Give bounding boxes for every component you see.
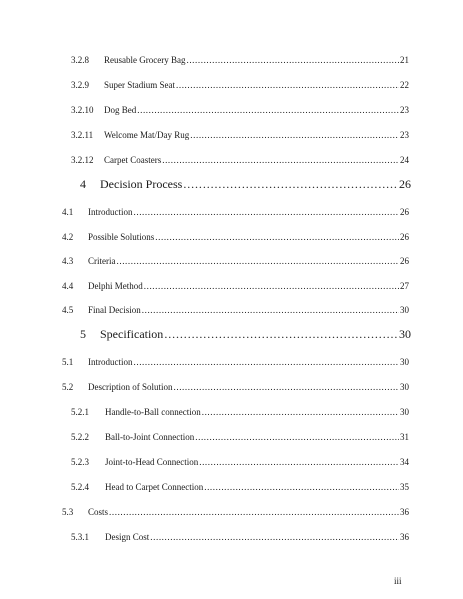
page-number: 36 (400, 507, 409, 517)
section-number: 5.3 (62, 507, 74, 517)
page-number: 36 (400, 532, 409, 542)
toc-entry[interactable] (71, 481, 409, 493)
dot-leader (134, 206, 400, 218)
page-number: 23 (400, 130, 409, 140)
section-title: Final Decision (88, 305, 141, 315)
section-number: 3.2.8 (71, 55, 89, 65)
chapter-title: Decision Process (100, 177, 183, 191)
section-title: Reusable Grocery Bag (104, 55, 186, 65)
section-title: Dog Bed (104, 105, 137, 115)
section-title: Design Cost (105, 532, 150, 542)
toc-entry[interactable] (71, 104, 409, 116)
page-number: 30 (399, 327, 411, 341)
dot-leader (155, 231, 399, 243)
page-number: 30 (400, 382, 409, 392)
section-number: 4.5 (62, 305, 74, 315)
page-number: 27 (400, 281, 409, 291)
section-number: 3.2.10 (71, 105, 94, 115)
toc-entry[interactable] (71, 154, 409, 166)
toc-entry[interactable] (62, 304, 409, 316)
section-number: 5.2.1 (71, 407, 89, 417)
page-number: 21 (400, 55, 409, 65)
section-title: Handle-to-Ball connection (105, 407, 201, 417)
dot-leader (176, 79, 399, 91)
section-title: Possible Solutions (88, 232, 155, 242)
page-footer-number: iii (394, 576, 402, 586)
section-number: 3.2.12 (71, 155, 94, 165)
section-title: Welcome Mat/Day Rug (104, 130, 190, 140)
toc-chapter-entry[interactable] (80, 177, 411, 192)
dot-leader (190, 129, 399, 141)
dot-leader (204, 481, 399, 493)
section-number: 4.4 (62, 281, 74, 291)
dot-leader (164, 327, 398, 342)
page-number: 34 (400, 457, 409, 467)
page-number: 30 (400, 305, 409, 315)
dot-leader (195, 431, 399, 443)
dot-leader (186, 54, 399, 66)
section-number: 5.2 (62, 382, 74, 392)
toc-entry[interactable] (71, 431, 409, 443)
dot-leader (199, 456, 399, 468)
section-title: Description of Solution (88, 382, 173, 392)
section-title: Joint-to-Head Connection (105, 457, 199, 467)
dot-leader (117, 255, 400, 267)
dot-leader (142, 304, 399, 316)
page-number: 30 (400, 407, 409, 417)
section-title: Ball-to-Joint Connection (105, 432, 195, 442)
section-title: Introduction (88, 357, 133, 367)
chapter-title: Specification (100, 327, 164, 341)
section-number: 5.2.3 (71, 457, 89, 467)
section-number: 3.2.11 (71, 130, 94, 140)
section-title: Super Stadium Seat (104, 80, 175, 90)
chapter-number: 4 (80, 177, 86, 191)
chapter-number: 5 (80, 327, 86, 341)
dot-leader (150, 531, 399, 543)
page-number: 24 (400, 155, 409, 165)
toc-entry[interactable] (62, 231, 409, 243)
toc-entry[interactable] (71, 54, 409, 66)
toc-entry[interactable] (71, 129, 409, 141)
toc-entry[interactable] (62, 255, 409, 267)
toc-chapter-entry[interactable] (80, 327, 411, 342)
section-number: 4.3 (62, 256, 74, 266)
section-number: 3.2.9 (71, 80, 89, 90)
toc-entry[interactable] (62, 506, 409, 518)
toc-entry[interactable] (62, 381, 409, 393)
section-number: 5.2.2 (71, 432, 89, 442)
page-number: 30 (400, 357, 409, 367)
section-number: 5.2.4 (71, 482, 89, 492)
section-number: 4.1 (62, 207, 74, 217)
toc-entry[interactable] (62, 280, 409, 292)
section-title: Head to Carpet Connection (105, 482, 204, 492)
section-title: Introduction (88, 207, 133, 217)
dot-leader (137, 104, 399, 116)
page-number: 26 (400, 256, 409, 266)
section-title: Criteria (88, 256, 116, 266)
dot-leader (183, 177, 398, 192)
toc-entry[interactable] (62, 206, 409, 218)
page-number: 26 (400, 232, 409, 242)
section-number: 4.2 (62, 232, 74, 242)
toc-entry[interactable] (71, 531, 409, 543)
page-number: 26 (400, 207, 409, 217)
section-number: 5.3.1 (71, 532, 89, 542)
page-number: 26 (399, 177, 411, 191)
dot-leader (174, 381, 400, 393)
dot-leader (144, 280, 399, 292)
dot-leader (162, 154, 399, 166)
dot-leader (109, 506, 399, 518)
page-number: 35 (400, 482, 409, 492)
toc-entry[interactable] (71, 406, 409, 418)
section-title: Costs (88, 507, 109, 517)
section-title: Carpet Coasters (104, 155, 162, 165)
page-number: 22 (400, 80, 409, 90)
page-number: 31 (400, 432, 409, 442)
toc-entry[interactable] (62, 356, 409, 368)
toc-entry[interactable] (71, 79, 409, 91)
section-title: Delphi Method (88, 281, 143, 291)
page-number: 23 (400, 105, 409, 115)
dot-leader (202, 406, 399, 418)
toc-entry[interactable] (71, 456, 409, 468)
dot-leader (134, 356, 400, 368)
section-number: 5.1 (62, 357, 74, 367)
